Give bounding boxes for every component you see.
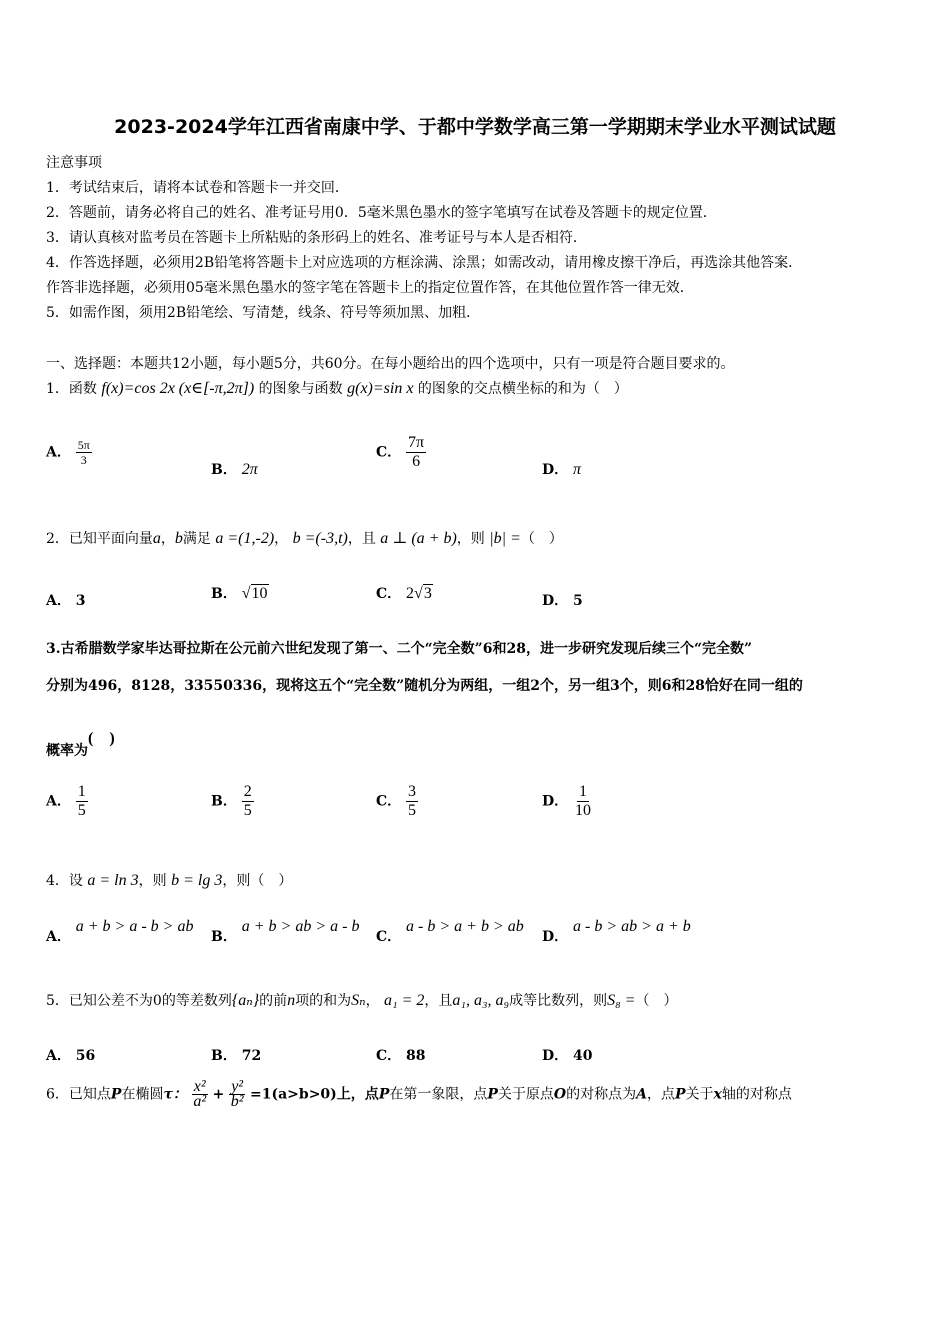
q6-equation: =1(a>b>0)上，点 xyxy=(250,1086,379,1103)
option-label: B． xyxy=(211,793,237,810)
option-value: a - b > ab > a + b xyxy=(573,918,691,935)
notice-item-2: 2．答题前，请务必将自己的姓名、准考证号用0．5毫米黑色墨水的签字笔填写在试卷及答题卡的规定位置． xyxy=(46,205,717,221)
q6-fraction-y: $\frac{\text{y²}}{\text{b²}}$ xyxy=(230,1078,244,1110)
fraction: $\frac{2}{5}$ xyxy=(243,783,252,819)
q6-point-p: P xyxy=(674,1086,686,1103)
q5-n: n xyxy=(287,992,296,1009)
option-label: D． xyxy=(542,1048,569,1064)
q1-function-g: g(x)=sin x xyxy=(347,380,414,397)
notice-item-1: 1．考试结束后，请将本试卷和答题卡一并交回． xyxy=(46,180,349,196)
q2-option-d[interactable] xyxy=(542,590,583,610)
q2-prefix: 2．已知平面向量 xyxy=(46,531,153,547)
option-value: 88 xyxy=(406,1048,426,1064)
notice-heading: 注意事项 xyxy=(46,155,102,171)
q5-sn: Sₙ xyxy=(351,992,366,1009)
q4-suffix: ，则（ ） xyxy=(222,873,293,889)
sqrt: √10 xyxy=(241,585,268,602)
option-label: C． xyxy=(376,793,402,810)
q6-text: 6．已知点 xyxy=(46,1086,111,1103)
option-value: π xyxy=(573,461,582,478)
option-label: D． xyxy=(542,593,569,609)
q6-point-o: O xyxy=(553,1086,567,1103)
q2-option-c[interactable] xyxy=(376,583,433,603)
q4-prefix: 4．设 xyxy=(46,873,83,889)
question-1 xyxy=(46,378,628,398)
q5-a1: a₁ = 2 xyxy=(384,992,425,1009)
q1-function-f: f(x)=cos 2x (x∈[-π,2π]) xyxy=(101,380,255,397)
q1-option-c[interactable] xyxy=(376,434,426,471)
q3-option-c[interactable] xyxy=(376,783,418,820)
q6-text: 关于 xyxy=(685,1086,714,1103)
option-value: 3 xyxy=(75,593,86,609)
question-6 xyxy=(46,1080,792,1109)
q1-prefix: 1．函数 xyxy=(46,381,97,397)
option-label: A． xyxy=(46,1048,71,1064)
q5-option-a[interactable] xyxy=(46,1045,95,1065)
q5-comma: ， xyxy=(365,993,380,1009)
q6-text: 关于原点 xyxy=(497,1086,554,1103)
q3-option-d[interactable] xyxy=(542,783,593,820)
option-label: A． xyxy=(46,929,71,945)
q6-point-p: P xyxy=(378,1086,390,1103)
option-value: 5 xyxy=(573,593,583,609)
vector-b: b xyxy=(174,530,183,547)
question-4 xyxy=(46,870,292,890)
option-label: D． xyxy=(542,462,569,478)
q2-cond: 满足 xyxy=(182,531,211,547)
q1-option-a[interactable] xyxy=(46,438,92,467)
q4-b: b = lg 3 xyxy=(171,872,223,889)
q5-sequence: {aₙ} xyxy=(231,992,260,1009)
q6-text: ，点 xyxy=(646,1086,675,1103)
q5-text: ，且 xyxy=(424,993,453,1009)
q1-mid: 的图象与函数 xyxy=(258,381,343,397)
q6-plus: + xyxy=(212,1086,225,1103)
q5-option-d[interactable] xyxy=(542,1045,593,1065)
option-value: 56 xyxy=(75,1048,96,1064)
q4-option-d[interactable] xyxy=(542,918,691,946)
fraction: $\frac{3}{5}$ xyxy=(408,783,417,819)
q6-text: 轴的对称点 xyxy=(721,1086,792,1103)
q4-then: ，则 xyxy=(138,873,167,889)
option-value: 2π xyxy=(241,461,258,478)
q6-point-p: P xyxy=(487,1086,498,1103)
question-5 xyxy=(46,990,677,1010)
q1-option-b[interactable] xyxy=(211,459,258,479)
fraction: $\frac{1}{10}$ xyxy=(575,783,592,819)
q6-x-axis: x xyxy=(713,1086,722,1103)
q3-option-b[interactable] xyxy=(211,783,254,820)
q2-comma: ， xyxy=(160,531,175,547)
q6-text: 的对称点为 xyxy=(566,1086,637,1103)
q5-prefix: 5．已知公差不为0的等差数列 xyxy=(46,993,232,1009)
q2-option-a[interactable] xyxy=(46,590,86,610)
q3-option-a[interactable] xyxy=(46,783,88,820)
q3-text: 概率为 xyxy=(46,743,88,759)
section-heading: 一、选择题：本题共12小题，每小题5分，共60分。在每小题给出的四个选项中，只有一项是符合题目要求的。 xyxy=(46,356,735,372)
sqrt: 2√3 xyxy=(406,585,432,602)
fraction: $\frac{1}{5}$ xyxy=(77,783,86,819)
option-value: a - b > a + b > ab xyxy=(406,918,524,935)
notice-item-4: 4．作答选择题，必须用2B铅笔将答题卡上对应选项的方框涂满、涂黑；如需改动，请用橡皮擦干净后，再选涂其他答案． xyxy=(46,255,803,271)
option-label: C． xyxy=(376,929,402,945)
page-title: 2023-2024学年江西省南康中学、于都中学数学高三第一学期期末学业水平测试试题 xyxy=(114,116,836,138)
option-label: D． xyxy=(542,929,569,945)
option-value: 40 xyxy=(573,1048,593,1064)
q2-a-equation: a =(1,-2) xyxy=(215,530,275,547)
q6-text: 在椭圆 xyxy=(121,1086,164,1103)
q6-fraction-x: $\frac{\text{x²}}{\text{a²}}$ xyxy=(193,1078,207,1110)
q4-option-a[interactable] xyxy=(46,918,194,946)
q1-option-d[interactable] xyxy=(542,459,581,479)
fraction: $\frac{5\pi}{3}$ xyxy=(77,438,90,467)
fraction: $\frac{7\pi}{6}$ xyxy=(408,434,425,470)
option-label: C． xyxy=(376,586,402,602)
q6-tau: τ： xyxy=(163,1086,187,1103)
question-3-line-1: 3.古希腊数学家毕达哥拉斯在公元前六世纪发现了第一、二个“完全数”6和28，进一步研究发现后续三个“完全数” xyxy=(46,641,753,657)
q6-point-a: A xyxy=(636,1086,647,1103)
option-label: B． xyxy=(211,1048,237,1064)
option-value: 72 xyxy=(241,1048,262,1064)
q1-suffix: 的图象的交点横坐标的和为（ ） xyxy=(417,381,628,397)
option-label: B． xyxy=(211,462,237,478)
notice-item-3: 3．请认真核对监考员在答题卡上所粘贴的条形码上的姓名、准考证号与本人是否相符． xyxy=(46,230,587,246)
q4-option-c[interactable] xyxy=(376,918,524,946)
option-value: a + b > ab > a - b xyxy=(241,918,360,935)
option-label: C． xyxy=(376,444,402,461)
option-label: B． xyxy=(211,929,237,945)
option-label: A． xyxy=(46,444,71,461)
q6-point-p: P xyxy=(110,1086,122,1103)
option-label: A． xyxy=(46,793,71,810)
q4-a: a = ln 3 xyxy=(87,872,139,889)
question-3-line-2: 分别为496，8128，33550336，现将这五个“完全数”随机分为两组，一组2个，另一组3个，则6和28恰好在同一组的 xyxy=(46,678,803,694)
question-3-line-3 xyxy=(46,730,115,760)
q5-text: 的前 xyxy=(259,993,288,1009)
q5-terms: a₁, a₃, a₉ xyxy=(452,992,510,1009)
q3-paren: ( ) xyxy=(88,730,115,747)
q5-text: 成等比数列，则 xyxy=(509,993,608,1009)
option-label: B． xyxy=(211,586,237,602)
vector-a: a xyxy=(152,530,161,547)
q5-suffix: （ ） xyxy=(635,993,678,1009)
q5-s8: S₈ = xyxy=(607,992,636,1009)
option-value: a + b > a - b > ab xyxy=(75,918,194,935)
q2-and: ，且 xyxy=(347,531,376,547)
q5-text: 项的和为 xyxy=(295,993,352,1009)
q2-then: ，则 xyxy=(456,531,485,547)
option-label: A． xyxy=(46,593,71,609)
q5-option-b[interactable] xyxy=(211,1045,261,1065)
q6-text: 在第一象限，点 xyxy=(389,1086,488,1103)
option-label: D． xyxy=(542,793,569,810)
q2-b-equation: b =(-3,t) xyxy=(292,530,348,547)
q2-option-b[interactable] xyxy=(211,583,269,603)
notice-item-5: 5．如需作图，须用2B铅笔绘、写清楚，线条、符号等须加黑、加粗． xyxy=(46,305,481,321)
q5-option-c[interactable] xyxy=(376,1045,426,1065)
q2-abs-b: |b| = xyxy=(489,530,521,547)
notice-item-4-cont: 作答非选择题，必须用05毫米黑色墨水的签字笔在答题卡上的指定位置作答，在其他位置作答一律无效． xyxy=(46,280,694,296)
option-label: C． xyxy=(376,1048,402,1064)
q2-suffix: （ ） xyxy=(520,531,563,547)
q2-perpendicular: a ⊥ (a + b) xyxy=(380,530,457,547)
q4-option-b[interactable] xyxy=(211,918,360,946)
question-2: 2．已知平面向量a，b满足 a =(1,-2)， b =(-3,t)，且 a ⊥ (a + b)，则 |b| =（ ） xyxy=(46,530,563,547)
